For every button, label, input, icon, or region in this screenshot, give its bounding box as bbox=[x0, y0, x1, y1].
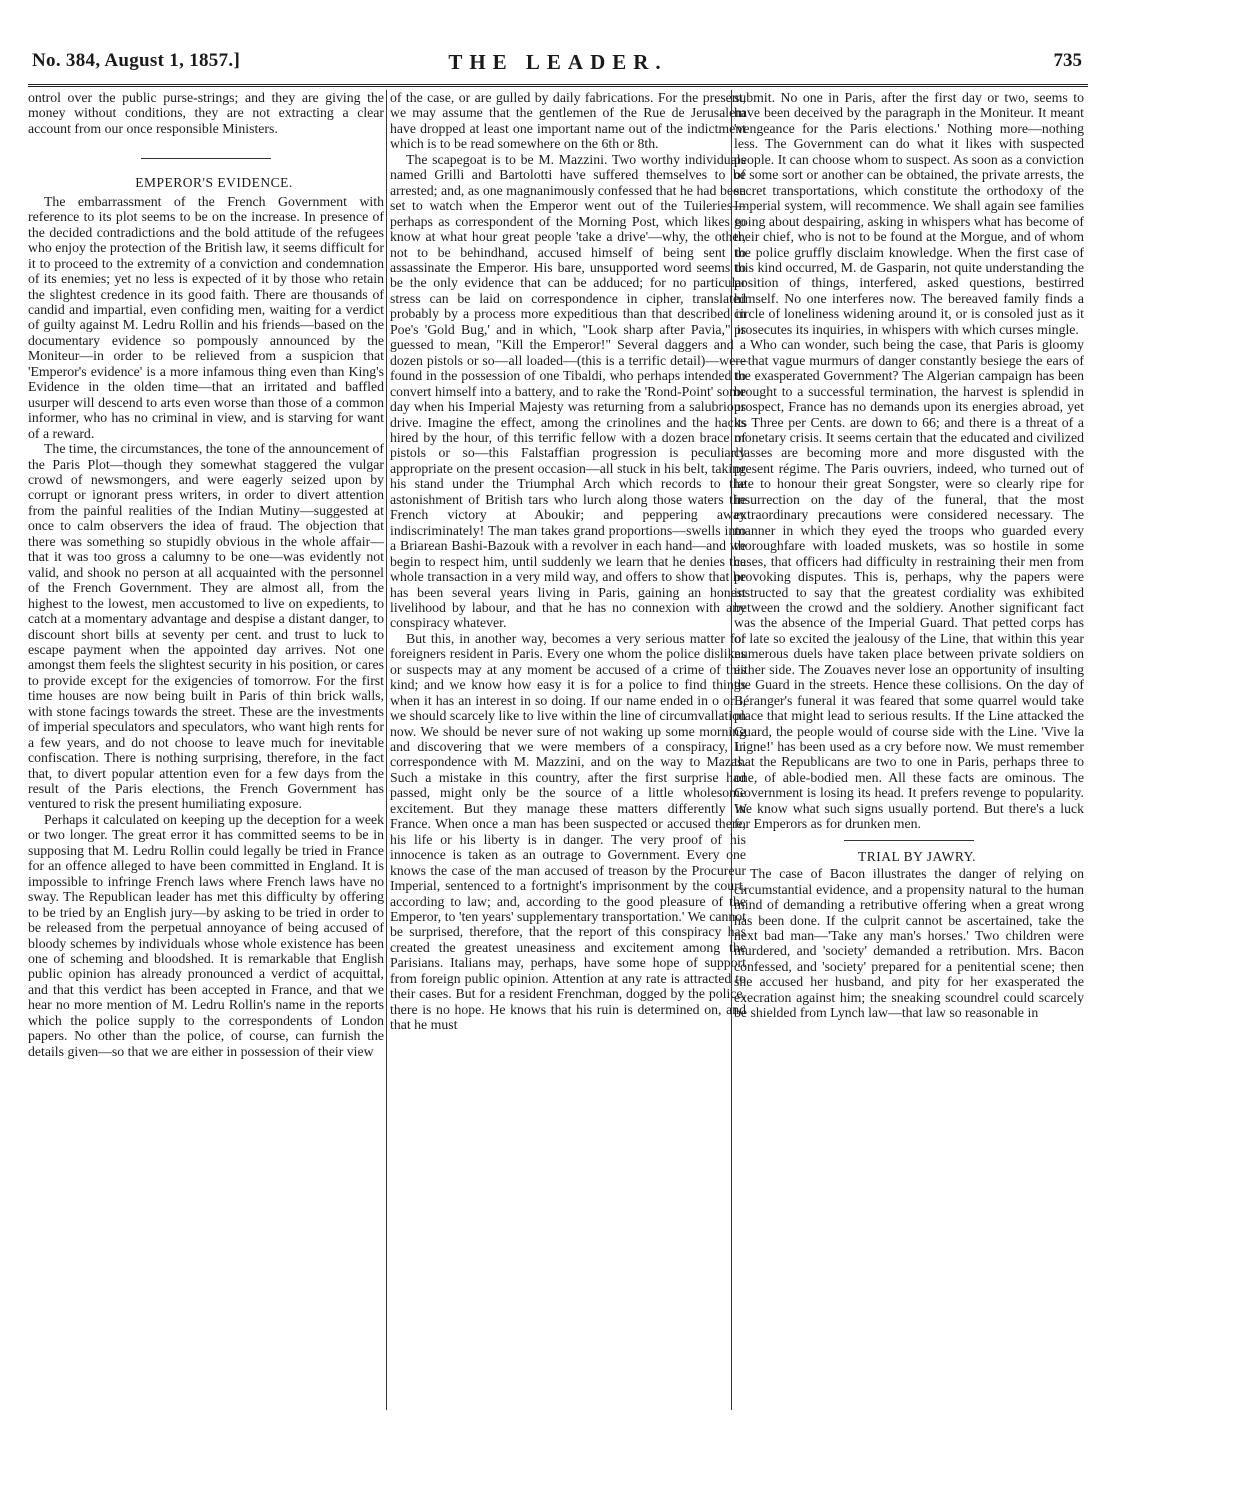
paragraph: The case of Bacon illustrates the danger of relying on circumstantial evidence, and a propensity natural to the human mind of demanding a retributive offering when a great wrong has been done. If the culprit cannot be ascertained, take the next bad man—'Take any man's horses.' Two children were murdered, and 'society' demanded a retribution. Mrs. Bacon confessed, and 'society' prepared for a penitential scene; then she accused her husband, and pity for her exasperated the execration against him; the sneaking scoundrel could scarcely be shielded from Lynch law—that law so reasonable in bbox=[734, 866, 1084, 1021]
issue-date: No. 384, August 1, 1857.] bbox=[32, 50, 241, 71]
article-heading: EMPEROR'S EVIDENCE. bbox=[135, 175, 293, 191]
column-rule bbox=[386, 90, 387, 1410]
column-1 bbox=[28, 90, 384, 1415]
paragraph: The embarrassment of the French Government with reference to its plot seems to be on the increase. In presence of the decided contradictions and the bold attitude of the refugees who enjoy the protection of the British law, it seems difficult for it to proceed to the extremity of a conviction and condemnation of its enemies; yet no less is expected of it by those who retain the slightest credence in its good faith. There are thousands of candid and impartial, even confiding men, waiting for a verdict of guilty against M. Ledru Rollin and his friends—based on the documentary evidence so pompously announced by the Moniteur—in order to be relieved from a suspicion that 'Emperor's evidence' is a more infamous thing even than King's Evidence in the olden time—that an irritated and baffled usurper will descend to arts even worse than those of a common informer, who has no criminal in view, and is starving for want of a reward. bbox=[28, 193, 384, 441]
paragraph: Who can wonder, such being the case, that Paris is gloomy—that vague murmurs of danger constantly besiege the ears of the exasperated Government? The Algerian campaign has been brought to a successful termination, the harvest is splendid in prospect, France has no demands upon its energies abroad, yet its Three per Cents. are down to 66; and there is a threat of a monetary crisis. It seems certain that the educated and civilized classes are becoming more and more disgusted with the present régime. The Paris ouvriers, indeed, who turned out of late to honour their great Songster, were so clearly ripe for insurrection on the day of the funeral, that the most extraordinary precautions were considered necessary. The manner in which they eyed the troops who guarded every thoroughfare with loaded muskets, was so hostile in some cases, that officers had difficulty in restraining their men from provoking disputes. This is, perhaps, why the papers were instructed to say that the greatest cordiality was exhibited between the crowd and the soldiery. Another significant fact was the absence of the Imperial Guard. That petted corps has of late so excited the jealousy of the Line, that within this year numerous duels have taken place between private soldiers on either side. The Zouaves never lose an opportunity of insulting the Guard in the streets. Hence these collisions. On the day of Béranger's funeral it was feared that some quarrel would take place that might lead to serious results. If the Line attacked the Guard, the people would of course side with the Line. 'Vive la Ligne!' has been used as a cry before now. We must remember that the Republicans are two to one in Paris, perhaps three to one, of able-bodied men. All these facts are ominous. The Government is losing its head. It prefers revenge to popularity. We know what such signs usually portend. But there's a luck for Emperors as for drunken men. bbox=[734, 337, 1084, 832]
paragraph: But this, in another way, becomes a very serious matter for foreigners resident in Paris. Every one whom the police dislikes or suspects may at any moment be accused of a crime of this kind; and we know how easy it is for a police to find things when it has an interest in so doing. If our name ended in o or i, we should scarcely like to live within the line of circumvallation now. We should be never sure of not waking up some morning and discovering that we were members of a conspiracy, in correspondence with M. Mazzini, and on the way to Mazas. Such a mistake in this country, after the first surprise had passed, might only be the source of a little wholesome excitement. But they manage these matters differently in France. When once a man has been suspected or accused there, his life or his liberty is in danger. The very proof of his innocence is taken as an outrage to Government. Every one knows the case of the man accused of treason by the Procureur Imperial, sentenced to a fortnight's imprisonment by the court, according to law; and, according to the good pleasure of the Emperor, to 'ten years' supplementary transportation.' We cannot be surprised, therefore, that the report of this conspiracy has created the greatest uneasiness and excitement among the Parisians. Italians may, perhaps, have some hope of support from foreign public opinion. Attention at any rate is attracted to their cases. But for a resident Frenchman, dogged by the police, there is no hope. He knows that his ruin is determined on, and that he must bbox=[390, 630, 746, 1033]
article-heading: TRIAL BY JAWRY. bbox=[857, 848, 977, 864]
newspaper-title: THE LEADER. bbox=[448, 50, 668, 74]
masthead bbox=[28, 48, 1088, 87]
paragraph: of the case, or are gulled by daily fabrications. For the present, we may assume that the gentlemen of the Rue de Jerusalem have dropped at least one important name out of the indictment which is to be read somewhere on the 6th or 8th. bbox=[390, 90, 746, 152]
page-number: 735 bbox=[1053, 50, 1082, 71]
paragraph: ontrol over the public purse-strings; and they are giving the money without conditions, they are not extracting a clear account from our once responsible Ministers. bbox=[28, 90, 384, 136]
paragraph: submit. No one in Paris, after the first day or two, seems to have been deceived by the paragraph in the Moniteur. It meant 'vengeance for the Paris elections.' Nothing more—nothing less. The Government can do what it likes with suspected people. It can choose whom to suspect. As soon as a conviction of some sort or another can be obtained, the private arrests, the secret transportations, which constitute the orthodoxy of the Imperial system, will recommence. We shall again see families going about despairing, asking in whispers what has become of their chief, who is not to be found at the Morgue, and of whom the police gruffly disclaim knowledge. When the first case of this kind occurred, M. de Gasparin, not quite understanding the position of things, interfered, asked questions, bestirred himself. No one interferes now. The bereaved family finds a circle of loneliness widening around it, or is consoled just as it prosecutes its inquiries, in whispers with which curses mingle. bbox=[734, 90, 1084, 337]
column-3 bbox=[734, 90, 1084, 1415]
paragraph: The time, the circumstances, the tone of the announcement of the Paris Plot—though they somewhat staggered the vulgar crowd of newsmongers, and were eagerly seized upon by corrupt or ignorant press writers, in order to divert attention from the painful realities of the Indian Mutiny—suggested at once to calm observers the idea of fraud. The objection that there was something so stupidly obvious in the whole affair—that it was too gross a calumny to be one—was evidently not valid, and shook no person at all acquainted with the personnel of the French Government. They are almost all, from the highest to the lowest, men accustomed to live on expedients, to catch at a momentary advantage and despise a distant danger, to discount short bills at seventy per cent. and trust to luck to escape payment when the appointed day arrives. Not one amongst them feels the slightest security in his position, or cares to provide except for the exigencies of tomorrow. For the first time houses are now being built in Paris of thin brick walls, with stone facings towards the street. These are the investments of imperial speculators and speculators, who want high rents for a few years, and do not choose to leave much for inevitable confiscation. There is nothing surprising, therefore, in the fact that, to divert popular attention even for a few days from the result of the Paris elections, the French Government has ventured to risk the present humiliating exposure. bbox=[28, 441, 384, 812]
column-2 bbox=[390, 90, 746, 1415]
paragraph: Perhaps it calculated on keeping up the deception for a week or two longer. The great error it has committed seems to be in supposing that M. Ledru Rollin could legally be tried in France for an offence alleged to have been committed in England. It is impossible to infringe French laws where French laws have no sway. The Republican leader has met this difficulty by offering to be tried by an English jury—by asking to be tried in order to be released from the perpetual annoyance of being accused of bloody schemes by individuals whose whole existence has been one of scheming and bloodshed. It is remarkable that English public opinion has already pronounced a verdict of acquittal, and that this verdict has been accepted in France, and that we hear no more mention of M. Ledru Rollin's name in the reports which the police supply to the correspondents of London papers. No other than the police, of course, can furnish the details given—so that we are either in possession of their view bbox=[28, 811, 384, 1059]
paragraph: The scapegoat is to be M. Mazzini. Two worthy individuals named Grilli and Bartolotti have suffered themselves to be arrested; and, as one magnanimously confessed that he had been set to watch when the Emperor went out of the Tuileries—perhaps as correspondent of the Morning Post, which likes to know at what hour great people 'take a drive'—why, the other, not to be behindhand, accused himself of being sent to assassinate the Emperor. His bare, unsupported word seems to be the only evidence that can be adduced; for no particular stress can be laid on correspondence in cipher, translated probably by a process more expeditious than that described in Poe's 'Gold Bug,' and in which, "Look sharp after Pavia," is guessed to mean, "Kill the Emperor!" Several daggers and a dozen pistols or so—all loaded—(this is a terrific detail)—were found in the possession of one Tibaldi, who perhaps intended to convert himself into a battery, and to rake the 'Rond-Point' some day when his Imperial Majesty was returning from a salubrious drive. Imagine the effect, among the crinolines and the hacks hired by the hour, of this terrific fellow with a dozen brace of pistols or so—this Falstaffian progression is peculiarly appropriate on the present occasion—all stuck in his belt, taking his stand under the Triumphal Arch which records to the astonishment of British tars who lurch along those waters the French victory at Aboukir; and peppering away indiscriminately! The man takes grand proportions—swells into a Briarean Bashi-Bazouk with a revolver in each hand—and we begin to respect him, until suddenly we learn that he denies the whole transaction in a very mild way, and offers to show that he has been several years living in Paris, gaining an honest livelihood by labour, and that he has no connexion with any conspiracy whatever. bbox=[390, 151, 746, 631]
